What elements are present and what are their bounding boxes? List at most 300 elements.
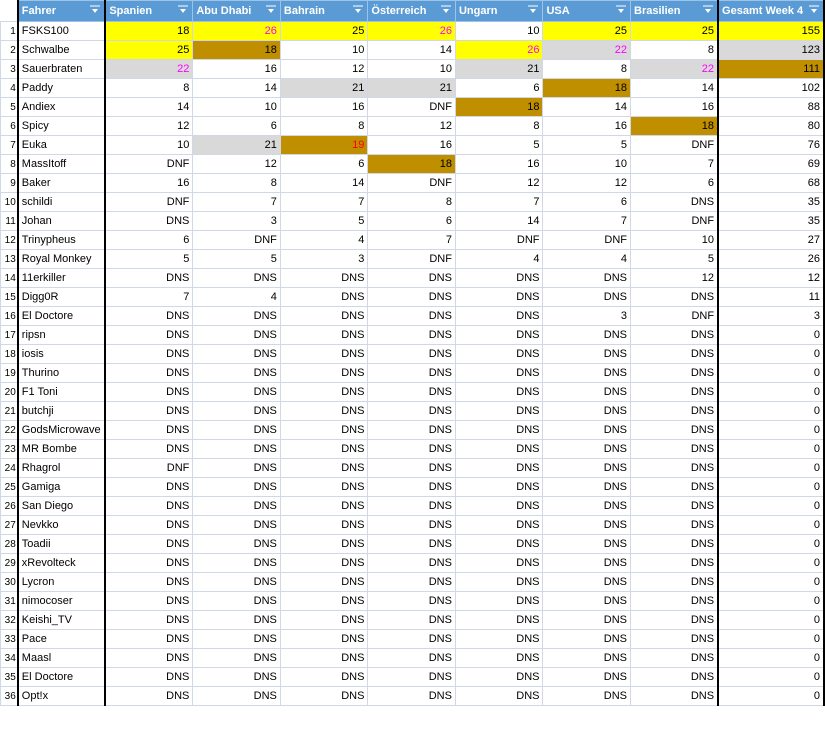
race-result-cell[interactable]: DNS bbox=[193, 516, 281, 535]
total-points-cell[interactable]: 80 bbox=[718, 117, 824, 136]
race-result-cell[interactable]: DNS bbox=[105, 592, 193, 611]
race-result-cell[interactable]: DNS bbox=[280, 345, 368, 364]
total-points-cell[interactable]: 27 bbox=[718, 231, 824, 250]
race-result-cell[interactable]: 12 bbox=[193, 155, 281, 174]
driver-name-cell[interactable]: Toadii bbox=[18, 535, 106, 554]
race-result-cell[interactable]: 18 bbox=[543, 79, 631, 98]
column-header-ungarn[interactable] bbox=[455, 1, 543, 22]
race-result-cell[interactable]: DNS bbox=[543, 573, 631, 592]
race-result-cell[interactable]: 14 bbox=[368, 41, 456, 60]
total-points-cell[interactable]: 35 bbox=[718, 193, 824, 212]
race-result-cell[interactable]: DNS bbox=[455, 459, 543, 478]
race-result-cell[interactable]: DNS bbox=[455, 421, 543, 440]
race-result-cell[interactable]: DNS bbox=[193, 440, 281, 459]
race-result-cell[interactable]: DNS bbox=[193, 535, 281, 554]
race-result-cell[interactable]: DNF bbox=[631, 212, 719, 231]
race-result-cell[interactable]: DNS bbox=[105, 440, 193, 459]
race-result-cell[interactable]: DNS bbox=[631, 592, 719, 611]
race-result-cell[interactable]: 3 bbox=[280, 250, 368, 269]
column-header-fahrer[interactable] bbox=[18, 1, 106, 22]
total-points-cell[interactable]: 0 bbox=[718, 478, 824, 497]
race-result-cell[interactable]: 7 bbox=[368, 231, 456, 250]
race-result-cell[interactable]: DNS bbox=[368, 440, 456, 459]
race-result-cell[interactable]: DNS bbox=[631, 364, 719, 383]
total-points-cell[interactable]: 35 bbox=[718, 212, 824, 231]
race-result-cell[interactable]: DNS bbox=[105, 478, 193, 497]
column-header-usa[interactable] bbox=[543, 1, 631, 22]
race-result-cell[interactable]: DNS bbox=[543, 668, 631, 687]
race-result-cell[interactable]: DNS bbox=[368, 364, 456, 383]
race-result-cell[interactable]: DNS bbox=[543, 535, 631, 554]
race-result-cell[interactable]: 3 bbox=[193, 212, 281, 231]
race-result-cell[interactable]: DNS bbox=[193, 554, 281, 573]
driver-name-cell[interactable]: Digg0R bbox=[18, 288, 106, 307]
race-result-cell[interactable]: DNS bbox=[368, 630, 456, 649]
driver-name-cell[interactable]: butchji bbox=[18, 402, 106, 421]
race-result-cell[interactable]: DNS bbox=[631, 535, 719, 554]
race-result-cell[interactable]: DNS bbox=[368, 288, 456, 307]
race-result-cell[interactable]: 5 bbox=[105, 250, 193, 269]
race-result-cell[interactable]: 22 bbox=[631, 60, 719, 79]
race-result-cell[interactable]: DNS bbox=[368, 269, 456, 288]
total-points-cell[interactable]: 0 bbox=[718, 440, 824, 459]
race-result-cell[interactable]: DNS bbox=[368, 459, 456, 478]
driver-name-cell[interactable]: iosis bbox=[18, 345, 106, 364]
race-result-cell[interactable]: 18 bbox=[455, 98, 543, 117]
race-result-cell[interactable]: DNS bbox=[105, 212, 193, 231]
race-result-cell[interactable]: 6 bbox=[368, 212, 456, 231]
driver-name-cell[interactable]: ripsn bbox=[18, 326, 106, 345]
race-result-cell[interactable]: DNS bbox=[543, 630, 631, 649]
total-points-cell[interactable]: 0 bbox=[718, 535, 824, 554]
race-result-cell[interactable]: DNS bbox=[105, 307, 193, 326]
race-result-cell[interactable]: DNS bbox=[455, 630, 543, 649]
race-result-cell[interactable]: 14 bbox=[280, 174, 368, 193]
race-result-cell[interactable]: DNS bbox=[105, 269, 193, 288]
driver-name-cell[interactable]: 11erkiller bbox=[18, 269, 106, 288]
total-points-cell[interactable]: 68 bbox=[718, 174, 824, 193]
race-result-cell[interactable]: 21 bbox=[455, 60, 543, 79]
race-result-cell[interactable]: DNS bbox=[455, 478, 543, 497]
race-result-cell[interactable]: 21 bbox=[368, 79, 456, 98]
race-result-cell[interactable]: DNS bbox=[105, 687, 193, 706]
race-result-cell[interactable]: DNS bbox=[631, 668, 719, 687]
race-result-cell[interactable]: 16 bbox=[368, 136, 456, 155]
race-result-cell[interactable]: 5 bbox=[280, 212, 368, 231]
race-result-cell[interactable]: DNS bbox=[193, 668, 281, 687]
race-result-cell[interactable]: DNS bbox=[105, 668, 193, 687]
race-result-cell[interactable]: DNS bbox=[368, 326, 456, 345]
driver-name-cell[interactable]: Paddy bbox=[18, 79, 106, 98]
race-result-cell[interactable]: DNS bbox=[455, 592, 543, 611]
race-result-cell[interactable]: DNS bbox=[280, 535, 368, 554]
race-result-cell[interactable]: DNS bbox=[280, 383, 368, 402]
race-result-cell[interactable]: 8 bbox=[105, 79, 193, 98]
race-result-cell[interactable]: 6 bbox=[455, 79, 543, 98]
race-result-cell[interactable]: DNS bbox=[631, 516, 719, 535]
race-result-cell[interactable]: 18 bbox=[631, 117, 719, 136]
race-result-cell[interactable]: 12 bbox=[280, 60, 368, 79]
race-result-cell[interactable]: DNS bbox=[368, 649, 456, 668]
race-result-cell[interactable]: DNF bbox=[543, 231, 631, 250]
race-result-cell[interactable]: DNS bbox=[631, 611, 719, 630]
race-result-cell[interactable]: DNS bbox=[280, 573, 368, 592]
race-result-cell[interactable]: DNS bbox=[368, 383, 456, 402]
race-result-cell[interactable]: DNF bbox=[368, 174, 456, 193]
race-result-cell[interactable]: DNS bbox=[105, 497, 193, 516]
race-result-cell[interactable]: DNF bbox=[105, 193, 193, 212]
total-points-cell[interactable]: 0 bbox=[718, 687, 824, 706]
race-result-cell[interactable]: DNS bbox=[543, 687, 631, 706]
race-result-cell[interactable]: DNS bbox=[280, 364, 368, 383]
race-result-cell[interactable]: 25 bbox=[631, 22, 719, 41]
race-result-cell[interactable]: DNS bbox=[631, 573, 719, 592]
race-result-cell[interactable]: DNF bbox=[455, 231, 543, 250]
total-points-cell[interactable]: 69 bbox=[718, 155, 824, 174]
race-result-cell[interactable]: DNS bbox=[368, 611, 456, 630]
column-header-abu-dhabi[interactable] bbox=[193, 1, 281, 22]
driver-name-cell[interactable]: Baker bbox=[18, 174, 106, 193]
race-result-cell[interactable]: 26 bbox=[193, 22, 281, 41]
race-result-cell[interactable]: DNS bbox=[631, 649, 719, 668]
race-result-cell[interactable]: DNS bbox=[368, 554, 456, 573]
total-points-cell[interactable]: 0 bbox=[718, 611, 824, 630]
race-result-cell[interactable]: 16 bbox=[280, 98, 368, 117]
race-result-cell[interactable]: DNF bbox=[105, 459, 193, 478]
race-result-cell[interactable]: DNS bbox=[631, 326, 719, 345]
race-result-cell[interactable]: DNS bbox=[280, 649, 368, 668]
driver-name-cell[interactable]: Gamiga bbox=[18, 478, 106, 497]
race-result-cell[interactable]: DNS bbox=[280, 554, 368, 573]
race-result-cell[interactable]: DNS bbox=[280, 592, 368, 611]
race-result-cell[interactable]: DNS bbox=[543, 440, 631, 459]
race-result-cell[interactable]: 18 bbox=[193, 41, 281, 60]
race-result-cell[interactable]: DNS bbox=[455, 383, 543, 402]
race-result-cell[interactable]: DNS bbox=[280, 402, 368, 421]
race-result-cell[interactable]: DNS bbox=[280, 440, 368, 459]
race-result-cell[interactable]: DNS bbox=[455, 269, 543, 288]
race-result-cell[interactable]: DNS bbox=[193, 592, 281, 611]
race-result-cell[interactable]: 10 bbox=[280, 41, 368, 60]
driver-name-cell[interactable]: Schwalbe bbox=[18, 41, 106, 60]
race-result-cell[interactable]: DNS bbox=[543, 421, 631, 440]
race-result-cell[interactable]: DNS bbox=[368, 402, 456, 421]
filter-dropdown-icon[interactable] bbox=[527, 5, 539, 16]
race-result-cell[interactable]: DNS bbox=[193, 421, 281, 440]
race-result-cell[interactable]: 5 bbox=[631, 250, 719, 269]
race-result-cell[interactable]: DNS bbox=[280, 307, 368, 326]
race-result-cell[interactable]: 14 bbox=[105, 98, 193, 117]
filter-dropdown-icon[interactable] bbox=[440, 5, 452, 16]
column-header-sterreich[interactable] bbox=[368, 1, 456, 22]
race-result-cell[interactable]: 25 bbox=[280, 22, 368, 41]
race-result-cell[interactable]: DNS bbox=[631, 345, 719, 364]
driver-name-cell[interactable]: El Doctore bbox=[18, 307, 106, 326]
race-result-cell[interactable]: DNS bbox=[631, 630, 719, 649]
driver-name-cell[interactable]: F1 Toni bbox=[18, 383, 106, 402]
filter-dropdown-icon[interactable] bbox=[352, 5, 364, 16]
race-result-cell[interactable]: 6 bbox=[105, 231, 193, 250]
race-result-cell[interactable]: 22 bbox=[543, 41, 631, 60]
total-points-cell[interactable]: 0 bbox=[718, 573, 824, 592]
total-points-cell[interactable]: 102 bbox=[718, 79, 824, 98]
driver-name-cell[interactable]: Thurino bbox=[18, 364, 106, 383]
race-result-cell[interactable]: DNS bbox=[631, 421, 719, 440]
race-result-cell[interactable]: DNS bbox=[368, 307, 456, 326]
total-points-cell[interactable]: 26 bbox=[718, 250, 824, 269]
race-result-cell[interactable]: DNS bbox=[631, 193, 719, 212]
race-result-cell[interactable]: DNS bbox=[105, 611, 193, 630]
race-result-cell[interactable]: DNS bbox=[105, 535, 193, 554]
race-result-cell[interactable]: DNS bbox=[543, 478, 631, 497]
race-result-cell[interactable]: 14 bbox=[543, 98, 631, 117]
race-result-cell[interactable]: DNS bbox=[368, 668, 456, 687]
race-result-cell[interactable]: DNS bbox=[543, 269, 631, 288]
total-points-cell[interactable]: 3 bbox=[718, 307, 824, 326]
race-result-cell[interactable]: DNS bbox=[105, 345, 193, 364]
race-result-cell[interactable]: DNS bbox=[368, 573, 456, 592]
filter-dropdown-icon[interactable] bbox=[615, 5, 627, 16]
race-result-cell[interactable]: DNS bbox=[105, 554, 193, 573]
race-result-cell[interactable]: DNS bbox=[543, 459, 631, 478]
race-result-cell[interactable]: 6 bbox=[543, 193, 631, 212]
column-header-brasilien[interactable] bbox=[631, 1, 719, 22]
race-result-cell[interactable]: DNS bbox=[543, 402, 631, 421]
race-result-cell[interactable]: DNS bbox=[193, 364, 281, 383]
race-result-cell[interactable]: 5 bbox=[543, 136, 631, 155]
race-result-cell[interactable]: 5 bbox=[193, 250, 281, 269]
race-result-cell[interactable]: 6 bbox=[280, 155, 368, 174]
column-header-bahrain[interactable] bbox=[280, 1, 368, 22]
race-result-cell[interactable]: DNS bbox=[543, 592, 631, 611]
race-result-cell[interactable]: 10 bbox=[193, 98, 281, 117]
race-result-cell[interactable]: DNS bbox=[368, 516, 456, 535]
race-result-cell[interactable]: DNS bbox=[193, 497, 281, 516]
race-result-cell[interactable]: DNS bbox=[543, 611, 631, 630]
total-points-cell[interactable]: 0 bbox=[718, 516, 824, 535]
race-result-cell[interactable]: DNS bbox=[543, 554, 631, 573]
race-result-cell[interactable]: DNS bbox=[455, 345, 543, 364]
race-result-cell[interactable]: 7 bbox=[280, 193, 368, 212]
total-points-cell[interactable]: 12 bbox=[718, 269, 824, 288]
filter-dropdown-icon[interactable] bbox=[89, 5, 101, 16]
race-result-cell[interactable]: DNS bbox=[455, 364, 543, 383]
race-result-cell[interactable]: 12 bbox=[543, 174, 631, 193]
race-result-cell[interactable]: DNS bbox=[280, 326, 368, 345]
race-result-cell[interactable]: 6 bbox=[193, 117, 281, 136]
race-result-cell[interactable]: DNS bbox=[193, 402, 281, 421]
race-result-cell[interactable]: DNS bbox=[543, 497, 631, 516]
race-result-cell[interactable]: 10 bbox=[631, 231, 719, 250]
race-result-cell[interactable]: 18 bbox=[105, 22, 193, 41]
race-result-cell[interactable]: DNF bbox=[631, 307, 719, 326]
race-result-cell[interactable]: DNS bbox=[455, 288, 543, 307]
race-result-cell[interactable]: DNS bbox=[280, 630, 368, 649]
race-result-cell[interactable]: DNS bbox=[455, 307, 543, 326]
driver-name-cell[interactable]: Andiex bbox=[18, 98, 106, 117]
race-result-cell[interactable]: 8 bbox=[631, 41, 719, 60]
driver-name-cell[interactable]: Rhagrol bbox=[18, 459, 106, 478]
race-result-cell[interactable]: 4 bbox=[455, 250, 543, 269]
race-result-cell[interactable]: DNS bbox=[543, 345, 631, 364]
race-result-cell[interactable]: DNS bbox=[193, 478, 281, 497]
race-result-cell[interactable]: DNS bbox=[193, 326, 281, 345]
race-result-cell[interactable]: DNS bbox=[105, 326, 193, 345]
total-points-cell[interactable]: 76 bbox=[718, 136, 824, 155]
total-points-cell[interactable]: 11 bbox=[718, 288, 824, 307]
race-result-cell[interactable]: 5 bbox=[455, 136, 543, 155]
race-result-cell[interactable]: DNS bbox=[368, 421, 456, 440]
race-result-cell[interactable]: DNF bbox=[368, 250, 456, 269]
total-points-cell[interactable]: 0 bbox=[718, 592, 824, 611]
race-result-cell[interactable]: DNS bbox=[280, 611, 368, 630]
driver-name-cell[interactable]: schildi bbox=[18, 193, 106, 212]
driver-name-cell[interactable]: Spicy bbox=[18, 117, 106, 136]
race-result-cell[interactable]: DNS bbox=[280, 497, 368, 516]
driver-name-cell[interactable]: xRevolteck bbox=[18, 554, 106, 573]
race-result-cell[interactable]: 12 bbox=[105, 117, 193, 136]
race-result-cell[interactable]: DNS bbox=[455, 440, 543, 459]
race-result-cell[interactable]: DNF bbox=[368, 98, 456, 117]
driver-name-cell[interactable]: Royal Monkey bbox=[18, 250, 106, 269]
race-result-cell[interactable]: DNS bbox=[193, 573, 281, 592]
race-result-cell[interactable]: DNS bbox=[455, 668, 543, 687]
driver-name-cell[interactable]: MassItoff bbox=[18, 155, 106, 174]
driver-name-cell[interactable]: nimocoser bbox=[18, 592, 106, 611]
race-result-cell[interactable]: DNS bbox=[193, 611, 281, 630]
total-points-cell[interactable]: 0 bbox=[718, 554, 824, 573]
race-result-cell[interactable]: DNS bbox=[193, 345, 281, 364]
race-result-cell[interactable]: 4 bbox=[543, 250, 631, 269]
race-result-cell[interactable]: DNF bbox=[193, 231, 281, 250]
race-result-cell[interactable]: 6 bbox=[631, 174, 719, 193]
race-result-cell[interactable]: DNS bbox=[280, 269, 368, 288]
race-result-cell[interactable]: DNS bbox=[368, 345, 456, 364]
race-result-cell[interactable]: DNS bbox=[193, 630, 281, 649]
driver-name-cell[interactable]: Sauerbraten bbox=[18, 60, 106, 79]
race-result-cell[interactable]: DNS bbox=[105, 630, 193, 649]
column-header-gesamt-week-4[interactable] bbox=[718, 1, 824, 22]
race-result-cell[interactable]: DNS bbox=[543, 364, 631, 383]
race-result-cell[interactable]: 16 bbox=[105, 174, 193, 193]
race-result-cell[interactable]: DNS bbox=[631, 687, 719, 706]
race-result-cell[interactable]: DNS bbox=[105, 421, 193, 440]
race-result-cell[interactable]: DNS bbox=[280, 288, 368, 307]
race-result-cell[interactable]: 12 bbox=[631, 269, 719, 288]
race-result-cell[interactable]: DNS bbox=[455, 535, 543, 554]
race-result-cell[interactable]: DNS bbox=[368, 687, 456, 706]
total-points-cell[interactable]: 0 bbox=[718, 668, 824, 687]
race-result-cell[interactable]: 7 bbox=[105, 288, 193, 307]
filter-dropdown-icon[interactable] bbox=[265, 5, 277, 16]
race-result-cell[interactable]: 25 bbox=[105, 41, 193, 60]
race-result-cell[interactable]: DNS bbox=[105, 516, 193, 535]
total-points-cell[interactable]: 0 bbox=[718, 402, 824, 421]
race-result-cell[interactable]: DNS bbox=[280, 459, 368, 478]
race-result-cell[interactable]: DNS bbox=[280, 478, 368, 497]
race-result-cell[interactable]: DNS bbox=[631, 554, 719, 573]
race-result-cell[interactable]: 8 bbox=[455, 117, 543, 136]
driver-name-cell[interactable]: Maasl bbox=[18, 649, 106, 668]
total-points-cell[interactable]: 0 bbox=[718, 497, 824, 516]
race-result-cell[interactable]: DNS bbox=[455, 573, 543, 592]
driver-name-cell[interactable]: GodsMicrowave bbox=[18, 421, 106, 440]
total-points-cell[interactable]: 155 bbox=[718, 22, 824, 41]
driver-name-cell[interactable]: Pace bbox=[18, 630, 106, 649]
race-result-cell[interactable]: 16 bbox=[455, 155, 543, 174]
race-result-cell[interactable]: DNS bbox=[105, 364, 193, 383]
total-points-cell[interactable]: 88 bbox=[718, 98, 824, 117]
race-result-cell[interactable]: DNS bbox=[368, 478, 456, 497]
race-result-cell[interactable]: DNF bbox=[631, 136, 719, 155]
race-result-cell[interactable]: 10 bbox=[105, 136, 193, 155]
race-result-cell[interactable]: 8 bbox=[193, 174, 281, 193]
race-result-cell[interactable]: DNS bbox=[105, 383, 193, 402]
total-points-cell[interactable]: 123 bbox=[718, 41, 824, 60]
race-result-cell[interactable]: DNS bbox=[105, 573, 193, 592]
race-result-cell[interactable]: DNS bbox=[455, 402, 543, 421]
race-result-cell[interactable]: DNS bbox=[280, 668, 368, 687]
filter-dropdown-icon[interactable] bbox=[702, 5, 714, 16]
race-result-cell[interactable]: DNS bbox=[193, 269, 281, 288]
driver-name-cell[interactable]: Keishi_TV bbox=[18, 611, 106, 630]
driver-name-cell[interactable]: San Diego bbox=[18, 497, 106, 516]
race-result-cell[interactable]: DNS bbox=[631, 478, 719, 497]
race-result-cell[interactable]: DNS bbox=[368, 497, 456, 516]
filter-dropdown-icon[interactable] bbox=[177, 5, 189, 16]
race-result-cell[interactable]: DNS bbox=[193, 383, 281, 402]
race-result-cell[interactable]: 16 bbox=[193, 60, 281, 79]
race-result-cell[interactable]: DNS bbox=[455, 326, 543, 345]
race-result-cell[interactable]: DNS bbox=[105, 649, 193, 668]
race-result-cell[interactable]: 8 bbox=[543, 60, 631, 79]
race-result-cell[interactable]: 8 bbox=[280, 117, 368, 136]
race-result-cell[interactable]: DNS bbox=[193, 687, 281, 706]
race-result-cell[interactable]: 18 bbox=[368, 155, 456, 174]
race-result-cell[interactable]: DNS bbox=[455, 687, 543, 706]
race-result-cell[interactable]: DNS bbox=[543, 516, 631, 535]
race-result-cell[interactable]: 26 bbox=[455, 41, 543, 60]
race-result-cell[interactable]: DNS bbox=[543, 383, 631, 402]
race-result-cell[interactable]: 21 bbox=[280, 79, 368, 98]
race-result-cell[interactable]: DNS bbox=[193, 459, 281, 478]
total-points-cell[interactable]: 111 bbox=[718, 60, 824, 79]
race-result-cell[interactable]: 25 bbox=[543, 22, 631, 41]
race-result-cell[interactable]: 7 bbox=[631, 155, 719, 174]
race-result-cell[interactable]: 4 bbox=[193, 288, 281, 307]
race-result-cell[interactable]: 21 bbox=[193, 136, 281, 155]
race-result-cell[interactable]: DNS bbox=[631, 383, 719, 402]
driver-name-cell[interactable]: Euka bbox=[18, 136, 106, 155]
race-result-cell[interactable]: DNS bbox=[455, 516, 543, 535]
total-points-cell[interactable]: 0 bbox=[718, 421, 824, 440]
race-result-cell[interactable]: DNS bbox=[631, 288, 719, 307]
total-points-cell[interactable]: 0 bbox=[718, 364, 824, 383]
driver-name-cell[interactable]: Opt!x bbox=[18, 687, 106, 706]
race-result-cell[interactable]: DNS bbox=[280, 687, 368, 706]
total-points-cell[interactable]: 0 bbox=[718, 630, 824, 649]
race-result-cell[interactable]: 14 bbox=[455, 212, 543, 231]
driver-name-cell[interactable]: El Doctore bbox=[18, 668, 106, 687]
race-result-cell[interactable]: DNF bbox=[105, 155, 193, 174]
race-result-cell[interactable]: 12 bbox=[455, 174, 543, 193]
race-result-cell[interactable]: DNS bbox=[631, 459, 719, 478]
race-result-cell[interactable]: DNS bbox=[631, 497, 719, 516]
column-header-spanien[interactable] bbox=[105, 1, 193, 22]
driver-name-cell[interactable]: Johan bbox=[18, 212, 106, 231]
race-result-cell[interactable]: DNS bbox=[455, 611, 543, 630]
race-result-cell[interactable]: DNS bbox=[543, 288, 631, 307]
